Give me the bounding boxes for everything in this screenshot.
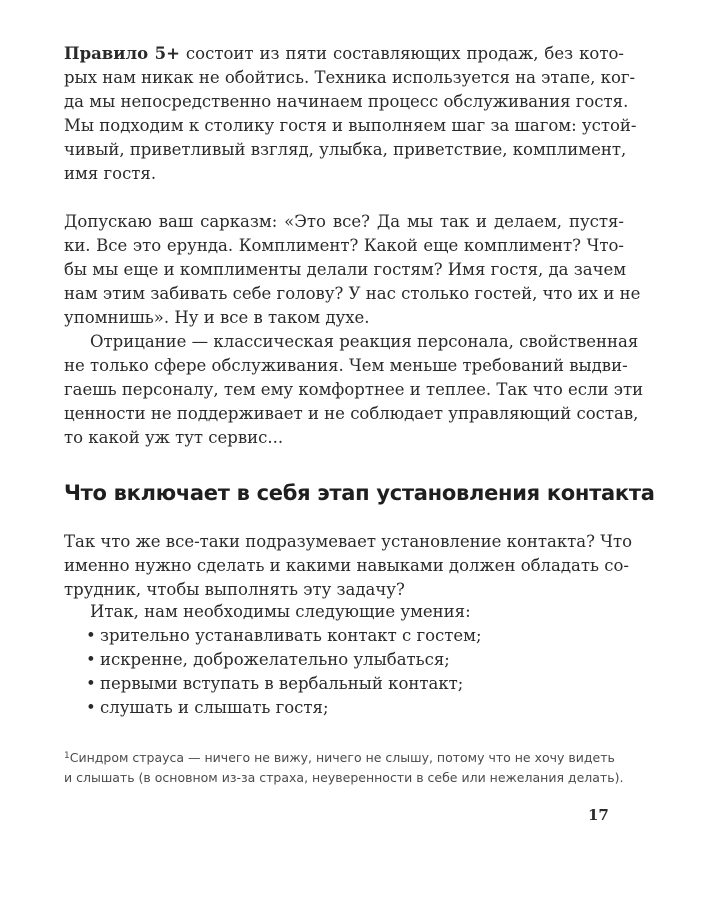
footnote — [64, 746, 664, 788]
text-line: чивый, приветливый взгляд, улыбка, приветствие, комплимент, — [64, 140, 627, 159]
list-item: • слушать и слышать гостя; — [86, 696, 626, 720]
paragraph-skills-intro — [64, 600, 624, 624]
text-line: имя гостя. — [64, 164, 157, 183]
paragraph-contact-question — [64, 530, 633, 602]
text-line: Допускаю ваш сарказм: «Это все? Да мы так и делаем, пустя- — [64, 212, 624, 231]
bullet-marker: • — [86, 698, 96, 717]
bullet-marker: • — [86, 674, 96, 693]
bullet-marker: • — [86, 626, 96, 645]
text-line: Так что же все-таки подразумевает установление контакта? Что — [64, 532, 633, 551]
list-item: • искренне, доброжелательно улыбаться; — [86, 648, 626, 672]
text-line: то какой уж тут сервис... — [64, 428, 284, 447]
text-line: гаешь персоналу, тем ему комфортнее и теплее. Так что если эти — [64, 380, 644, 399]
text-line: Мы подходим к столику гостя и выполняем шаг за шагом: устой- — [64, 116, 637, 135]
list-item: • первыми вступать в вербальный контакт; — [86, 672, 626, 696]
footnote-line: и слышать (в основном из-за страха, неуверенности в себе или нежелания делать). — [64, 770, 624, 785]
text-line: нам этим забивать себе голову? У нас столько гостей, что их и не — [64, 284, 641, 303]
text-line: бы мы еще и комплименты делали гостям? Имя гостя, да зачем — [64, 260, 627, 279]
text-line: не только сфере обслуживания. Чем меньше требований выдви- — [64, 356, 628, 375]
list-item: • зрительно устанавливать контакт с гостем; — [86, 624, 626, 648]
footnote-line: $^1$Синдром страуса — ничего не вижу, ничего не слышу, потому что не хочу видеть — [64, 750, 615, 765]
text-line: рых нам никак не обойтись. Техника используется на этапе, ког- — [64, 68, 636, 87]
text-line: да мы непосредственно начинаем процесс обслуживания гостя. — [64, 92, 629, 111]
text-line: ценности не поддерживает и не соблюдает управляющий состав, — [64, 404, 639, 423]
paragraph-denial — [64, 330, 644, 450]
text-line: трудник, чтобы выполнять эту задачу? — [64, 580, 405, 599]
page-number: 17 — [588, 806, 609, 824]
text-line: именно нужно сделать и какими навыками должен обладать со- — [64, 556, 629, 575]
text-line: Итак, нам необходимы следующие умения: — [90, 602, 471, 621]
text-line: Отрицание — классическая реакция персонала, свойственная — [90, 332, 639, 351]
paragraph-sarcasm — [64, 210, 641, 330]
text-line: упомнишь». Ну и все в таком духе. — [64, 308, 370, 327]
text-line: ки. Все это ерунда. Комплимент? Какой еще комплимент? Что- — [64, 236, 624, 255]
footnote-marker: 1 — [64, 751, 70, 761]
rule-term: Правило 5+ — [64, 44, 180, 63]
skills-list — [86, 624, 626, 720]
paragraph-rule-5-plus — [64, 42, 637, 186]
text-line: Правило 5+ состоит из пяти составляющих продаж, без кото- — [64, 44, 624, 63]
section-heading: Что включает в себя этап установления контакта — [64, 481, 655, 505]
bullet-marker: • — [86, 650, 96, 669]
